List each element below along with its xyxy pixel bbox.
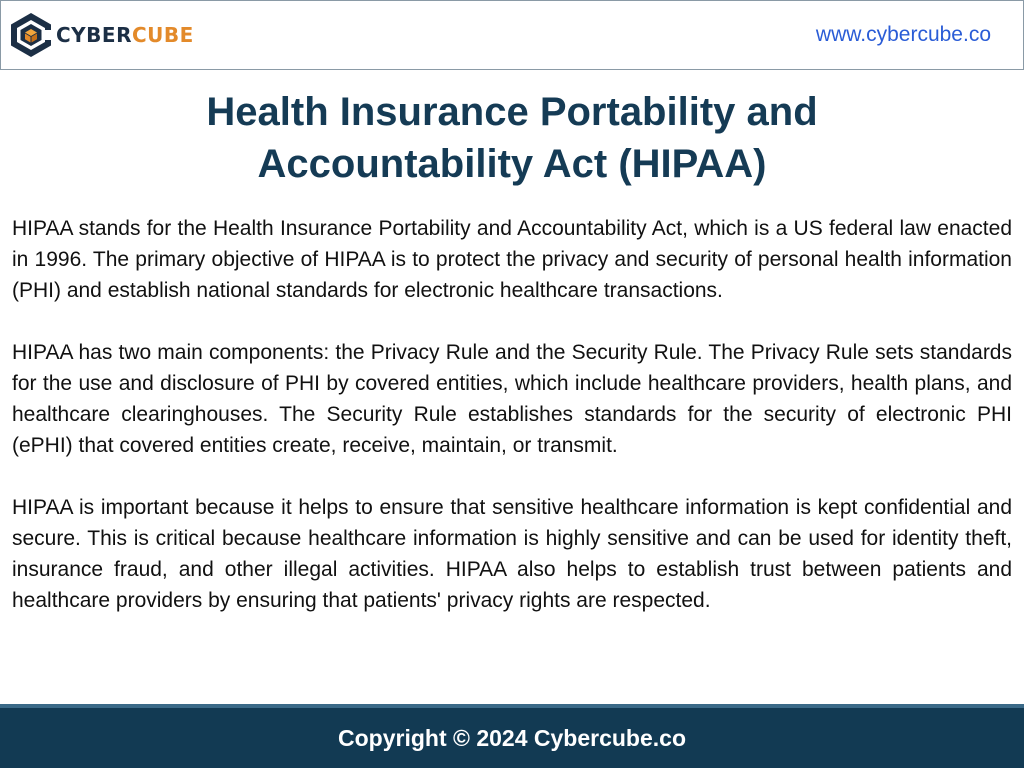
page-title-line-1: Health Insurance Portability and <box>206 90 818 134</box>
body-content <box>12 213 1012 616</box>
cybercube-logo-icon <box>8 11 54 59</box>
paragraph-definition: HIPAA stands for the Health Insurance Portability and Accountability Act, which is a US federal law enacted in 1996. The primary objective of HIPAA is to protect the privacy and security of personal health information (PHI) and establish national standards for electronic healthcare transactions. <box>12 217 1012 302</box>
logo-word-cube: CUBE <box>131 23 194 47</box>
logo-word-cyber: CYBER <box>56 23 132 47</box>
page-header <box>0 0 1024 70</box>
paragraph-components: HIPAA has two main components: the Privacy Rule and the Security Rule. The Privacy Rule sets standards for the use and disclosure of PHI by covered entities, which include healthcare providers, health plans, and healthcare clearinghouses. The Security Rule establishes standards for the security of electronic PHI (ePHI) that covered entities create, receive, maintain, or transmit. <box>12 341 1012 457</box>
logo-wordmark <box>56 25 194 45</box>
copyright-text: Copyright © 2024 Cybercube.co <box>338 724 686 751</box>
cybercube-logo[interactable] <box>8 11 194 59</box>
page-footer <box>0 708 1024 768</box>
page-title-line-2: Accountability Act (HIPAA) <box>257 142 767 186</box>
page-title <box>60 86 964 190</box>
paragraph-importance: HIPAA is important because it helps to ensure that sensitive healthcare information is kept confidential and secure. This is critical because healthcare information is highly sensitive and can be used for identity theft, insurance fraud, and other illegal activities. HIPAA also helps to establish trust between patients and healthcare providers by ensuring that patients' privacy rights are respected. <box>12 496 1012 612</box>
site-url-link[interactable]: www.cybercube.co <box>815 23 991 46</box>
